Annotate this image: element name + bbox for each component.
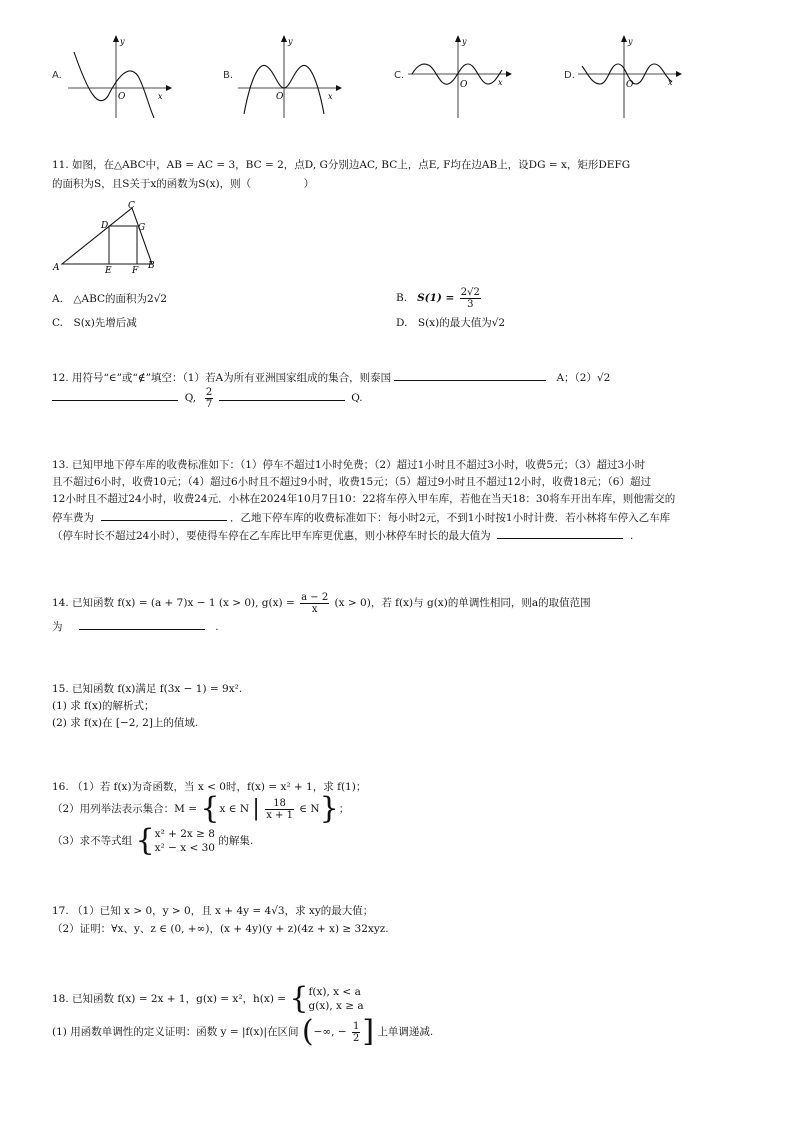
axis-y-label: y — [120, 37, 125, 46]
origin-label: O — [118, 92, 126, 102]
axis-x-label: x — [158, 92, 163, 101]
q18-line2: (1) 用函数单调性的定义证明：函数 y = |f(x)|在区间 (−∞, − $\frac{1}{2}$ ] 上单调递减. — [52, 1014, 434, 1049]
graph-option-c-label: C. — [394, 70, 405, 81]
svg-text:y: y — [288, 37, 293, 46]
svg-text:O: O — [276, 92, 284, 102]
q12-line2: Q, $\frac{2}{7}$ Q. — [52, 386, 363, 410]
svg-text:y: y — [462, 37, 467, 46]
graph-option-d — [576, 32, 686, 122]
q15-line3: (2) 求 f(x)在 [−2, 2]上的值域. — [52, 717, 199, 729]
svg-text:x: x — [498, 78, 503, 87]
graph-option-d-label: D. — [564, 70, 575, 81]
vertex-D: D — [101, 221, 109, 231]
svg-text:x: x — [668, 78, 673, 87]
q14-line1: 14. 已知函数 f(x) = (a + 7)x − 1 (x > 0), g(x) = $\frac{a - 2}{x}$ (x > 0)，若 f(x)与 g(x)的单调性相同，则a的取值范围 — [52, 591, 591, 615]
graph-option-c — [406, 32, 516, 122]
q14-line2: 为 . — [52, 621, 219, 633]
graph-option-a-label: A. — [52, 70, 62, 81]
q15-line2: (1) 求 f(x)的解析式； — [52, 700, 155, 712]
q14-blank[interactable] — [79, 619, 205, 630]
q15-line1: 15. 已知函数 f(x)满足 f(3x − 1) = 9x². — [52, 683, 243, 695]
graph-option-b — [236, 32, 346, 122]
q13-line4: 停车费为 ．乙地下停车库的收费标准如下：每小时2元，不到1小时按1小时计费．若小林将车停入乙车库 — [52, 512, 671, 524]
q13-blank-1[interactable] — [101, 510, 227, 521]
q13-blank-2[interactable] — [497, 528, 623, 539]
vertex-G: G — [138, 223, 146, 233]
q12-blank-3[interactable] — [219, 390, 345, 401]
q11-stem-line2: 的面积为S，且S关于x的函数为S(x)，则（ ） — [52, 178, 315, 190]
vertex-B: B — [148, 261, 155, 271]
vertex-F: F — [132, 266, 139, 276]
q11-option-d: D. S(x)的最大值为√2 — [396, 317, 506, 329]
q11-option-a: A. △ABC的面积为2√2 — [52, 293, 168, 305]
q11-option-c: C. S(x)先增后减 — [52, 317, 137, 329]
q13-line2: 且不超过6小时，收费10元；（4）超过6小时且不超过9小时，收费15元；（5）超过9小时且不超过12小时，收费18元；（6）超过 — [52, 476, 651, 488]
svg-text:y: y — [628, 37, 633, 46]
q12-blank-2[interactable] — [52, 390, 178, 401]
q11-triangle-figure — [52, 200, 162, 278]
q17-line1: 17. （1）已知 x > 0，y > 0，且 x + 4y = 4√3，求 xy的最大值； — [52, 905, 374, 917]
q13-line1: 13. 已知甲地下停车库的收费标准如下：（1）停车不超过1小时免费；（2）超过1小时且不超过3小时，收费5元；（3）超过3小时 — [52, 459, 646, 471]
svg-text:O: O — [460, 80, 468, 90]
q13-line3: 12小时且不超过24小时，收费24元．小林在2024年10月7日10：22将车停入甲车库，若他在当天18：30将车开出车库，则他需交的 — [52, 493, 676, 505]
svg-text:x: x — [328, 92, 333, 101]
q18-line1: 18. 已知函数 f(x) = 2x + 1，g(x) = x²，h(x) = {f(x), x < a g(x), x ≥ a — [52, 981, 364, 1016]
q13-line5: （停车时长不超过24小时），要使得车停在乙车库比甲车库更优惠，则小林停车时长的最大值为 . — [52, 530, 634, 542]
graph-options-row — [0, 30, 794, 125]
q12-line1: 12. 用符号“∈”或“∉”填空：（1）若A为所有亚洲国家组成的集合，则泰国 A；（2）√2 — [52, 372, 611, 384]
graph-option-b-label: B. — [223, 70, 234, 81]
vertex-E: E — [105, 266, 112, 276]
q16-line2: （2）用列举法表示集合：M = {x ∈ N | $\frac{18}{x + 1}$ ∈ N}； — [52, 791, 350, 826]
q17-line2: （2）证明：∀x、y、z ∈ (0, +∞)，(x + 4y)(y + z)(4z + x) ≥ 32xyz. — [52, 923, 389, 935]
q16-line1: 16. （1）若 f(x)为奇函数，当 x < 0时，f(x) = x² + 1，求 f(1)； — [52, 781, 367, 793]
graph-option-a — [66, 32, 176, 122]
vertex-C: C — [128, 201, 135, 211]
q11-stem-line1: 11. 如图，在△ABC中，AB = AC = 3，BC = 2，点D, G分别边AC, BC上，点E, F均在边AB上，设DG = x，矩形DEFG — [52, 159, 631, 171]
vertex-A: A — [53, 263, 60, 273]
q12-blank-1[interactable] — [394, 370, 546, 381]
svg-text:O: O — [626, 80, 634, 90]
q11-option-b: B. S(1) = $\frac{2√2}{3}$ — [396, 286, 480, 310]
q16-line3: （3）求不等式组 {x² + 2x ≥ 8 x² − x < 30 的解集. — [52, 823, 254, 858]
